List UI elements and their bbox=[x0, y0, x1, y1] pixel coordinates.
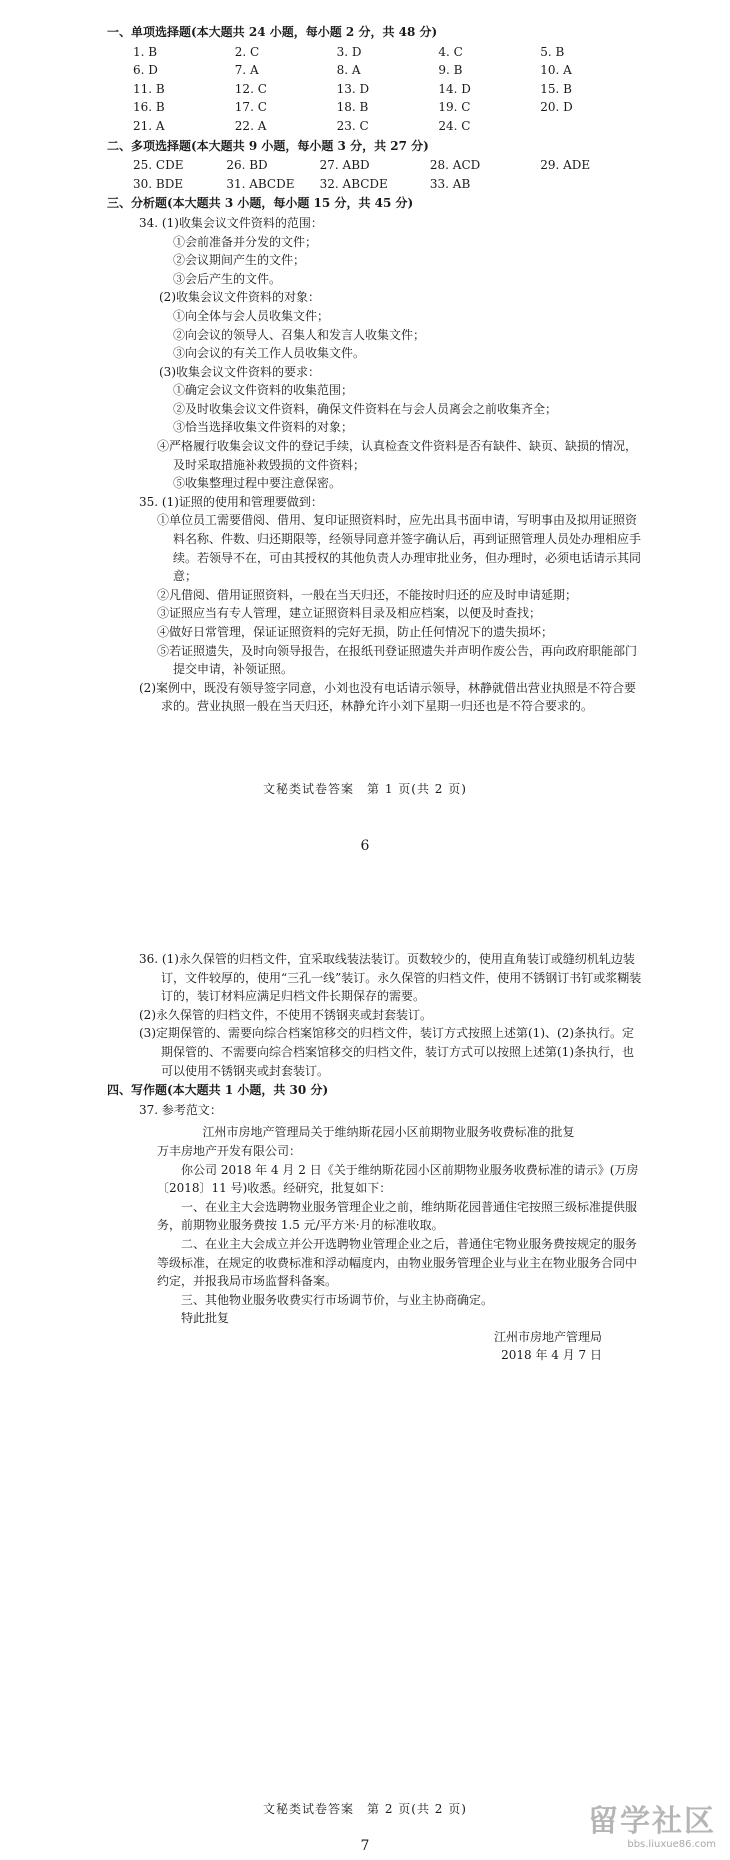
answer-item: 25. CDE bbox=[133, 158, 184, 173]
q37-head: 37. 参考范文： bbox=[139, 1102, 222, 1117]
q34-line: ①确定会议文件资料的收集范围； bbox=[173, 383, 354, 398]
question-35-answer bbox=[115, 493, 642, 716]
answer-item: 24. C bbox=[438, 118, 471, 133]
q36-line: (3)定期保管的、需要向综合档案馆移交的归档文件，装订方式按照上述第(1)、(2)条执行。定期保管的、不需要向综合档案馆移交的归档文件，装订方式可以按照上述第(1)条执行，也可以使用不锈钢夹或封套装订。 bbox=[139, 1026, 635, 1078]
answer-item: 32. ABCDE bbox=[319, 176, 388, 191]
q34-line: ④严格履行收集会议文件的登记手续，认真检查文件资料是否有缺件、缺页、缺损的情况，及时采取措施补救毁损的文件资料； bbox=[157, 439, 638, 472]
answer-item: 27. ABD bbox=[319, 158, 370, 173]
q34-line: ③会后产生的文件。 bbox=[173, 271, 282, 286]
site-watermark bbox=[588, 1803, 716, 1853]
answer-item: 26. BD bbox=[226, 158, 268, 173]
q34-line: 34. (1)收集会议文件资料的范围： bbox=[139, 215, 323, 230]
q35-item: ②凡借阅、借用证照资料，一般在当天归还，不能按时归还的应及时申请延期； bbox=[157, 587, 578, 602]
letter-paragraph: 一、在业主大会选聘物业服务管理企业之前，维纳斯花园普通住宅按照三级标准提供服务，前期物业服务费按 1.5 元/平方米·月的标准收取。 bbox=[157, 1199, 638, 1233]
answer-item: 6. D bbox=[133, 63, 158, 78]
answer-item: 21. A bbox=[133, 118, 165, 133]
single-choice-answers bbox=[115, 43, 642, 136]
answer-item: 14. D bbox=[438, 81, 471, 96]
letter-signature-org: 江州市房地产管理局 bbox=[493, 1329, 602, 1344]
section-2-title: 二、多项选择题(本大题共 9 小题，每小题 3 分，共 27 分) bbox=[107, 138, 429, 153]
answer-item: 5. B bbox=[540, 44, 565, 59]
answer-item: 15. B bbox=[540, 81, 572, 96]
letter-closing: 特此批复 bbox=[181, 1311, 230, 1326]
q34-line: ⑤收集整理过程中要注意保密。 bbox=[173, 476, 342, 491]
answer-item: 13. D bbox=[336, 81, 370, 96]
answer-item: 28. ACD bbox=[429, 158, 481, 173]
answer-item: 18. B bbox=[336, 100, 369, 115]
q34-line: ①向全体与会人员收集文件； bbox=[173, 308, 330, 323]
q34-line: (2)收集会议文件资料的对象： bbox=[159, 290, 320, 305]
q35-head: 35. (1)证照的使用和管理要做到： bbox=[139, 494, 323, 509]
answer-page-1 bbox=[0, 22, 730, 842]
q36-line: 36. (1)永久保管的归档文件，宜采取线装法装订。页数较少的，使用直角装订或缝纫机轧边装订，文件较厚的，使用“三孔一线”装订。永久保管的归档文件，使用不锈钢订书钉或浆糊装订的，装订材料应满足归档文件长期保存的需要。 bbox=[139, 952, 642, 1004]
answer-item: 33. AB bbox=[429, 176, 471, 191]
answer-item: 10. A bbox=[540, 63, 572, 78]
answer-item: 3. D bbox=[336, 44, 362, 59]
q34-line: ②会议期间产生的文件； bbox=[173, 253, 306, 268]
answer-item: 8. A bbox=[336, 63, 361, 78]
q34-line: ①会前准备并分发的文件； bbox=[173, 234, 318, 249]
answer-item: 12. C bbox=[234, 81, 267, 96]
answer-item: 1. B bbox=[133, 44, 158, 59]
page-number-7: 7 bbox=[360, 1838, 370, 1854]
q34-line: ③向会议的有关工作人员收集文件。 bbox=[173, 346, 366, 361]
q34-line: ②及时收集会议文件资料，确保文件资料在与会人员离会之前收集齐全； bbox=[173, 401, 558, 416]
answer-item: 22. A bbox=[234, 118, 267, 133]
answer-item: 30. BDE bbox=[133, 176, 184, 191]
q35-item: ①单位员工需要借阅、借用、复印证照资料时，应先出具书面申请，写明事由及拟用证照资料名称、件数、归还期限等，经领导同意并签字确认后，再到证照管理人员处办理相应手续。若领导不在，可由其授权的其他负责人办理审批业务，但办理时，必须电话请示其同意； bbox=[157, 513, 642, 584]
q35-item: ⑤若证照遗失，及时向领导报告，在报纸刊登证照遗失并声明作废公告，再向政府职能部门提交申请，补领证照。 bbox=[157, 643, 638, 677]
page-number-6: 6 bbox=[360, 838, 370, 854]
answer-item: 9. B bbox=[438, 63, 463, 78]
page-2-footer: 文秘类试卷答案 第 2 页(共 2 页) bbox=[263, 1802, 467, 1816]
sample-letter bbox=[115, 1123, 642, 1365]
letter-paragraph: 三、其他物业服务收费实行市场调节价，与业主协商确定。 bbox=[181, 1292, 494, 1307]
answer-item: 31. ABCDE bbox=[226, 176, 295, 191]
question-36-answer bbox=[115, 950, 642, 1080]
letter-paragraph: 二、在业主大会成立并公开选聘物业管理企业之后，普通住宅物业服务费按规定的服务等级标准，在规定的收费标准和浮动幅度内，由物业服务管理企业与业主在物业服务合同中约定，并报我局市场监督科备案。 bbox=[157, 1236, 638, 1289]
section-3-title: 三、分析题(本大题共 3 小题，每小题 15 分，共 45 分) bbox=[107, 196, 414, 211]
section-1-title: 一、单项选择题(本大题共 24 小题，每小题 2 分，共 48 分) bbox=[107, 25, 438, 39]
answer-item: 7. A bbox=[234, 63, 259, 78]
watermark-url: bbs.liuxue86.com bbox=[627, 1838, 716, 1850]
letter-title: 江州市房地产管理局关于维纳斯花园小区前期物业服务收费标准的批复 bbox=[202, 1125, 575, 1140]
answer-item: 16. B bbox=[133, 100, 165, 115]
letter-recipient: 万丰房地产开发有限公司： bbox=[157, 1143, 302, 1158]
q35-item: ③证照应当有专人管理，建立证照资料目录及相应档案，以便及时查找； bbox=[157, 606, 542, 621]
answer-item: 2. C bbox=[234, 44, 260, 59]
letter-signature-date: 2018 年 4 月 7 日 bbox=[501, 1348, 602, 1363]
answer-item: 23. C bbox=[336, 118, 369, 133]
answer-item: 20. D bbox=[540, 100, 573, 115]
answer-item: 4. C bbox=[438, 44, 463, 59]
section-4-title: 四、写作题(本大题共 1 小题，共 30 分) bbox=[107, 1083, 329, 1098]
q34-line: (3)收集会议文件资料的要求： bbox=[159, 364, 320, 379]
answer-item: 11. B bbox=[133, 81, 165, 96]
answer-page-2 bbox=[0, 950, 730, 1850]
q35-part2: (2)案例中，既没有领导签字同意，小刘也没有电话请示领导，林静就借出营业执照是不符合要求的。营业执照一般在当天归还，林静允许小刘下星期一归还也是不符合要求的。 bbox=[139, 680, 637, 714]
q34-line: ③恰当选择收集文件资料的对象； bbox=[173, 420, 354, 435]
multi-choice-answers bbox=[115, 156, 642, 193]
answer-item: 17. C bbox=[234, 100, 267, 115]
question-34-answer bbox=[115, 214, 642, 493]
answer-item: 29. ADE bbox=[540, 158, 591, 173]
q34-line: ②向会议的领导人、召集人和发言人收集文件； bbox=[173, 327, 426, 342]
q35-item: ④做好日常管理，保证证照资料的完好无损，防止任何情况下的遗失损坏； bbox=[157, 625, 554, 639]
letter-paragraph: 你公司 2018 年 4 月 2 日《关于维纳斯花园小区前期物业服务收费标准的请示》(万房〔2018〕11 号)收悉。经研究，批复如下： bbox=[157, 1162, 639, 1196]
q36-line: (2)永久保管的归档文件，不使用不锈钢夹或封套装订。 bbox=[139, 1007, 433, 1022]
watermark-logo: 留学社区 bbox=[588, 1803, 716, 1839]
answer-item: 19. C bbox=[438, 100, 471, 115]
page-1-footer: 文秘类试卷答案 第 1 页(共 2 页) bbox=[263, 782, 467, 796]
